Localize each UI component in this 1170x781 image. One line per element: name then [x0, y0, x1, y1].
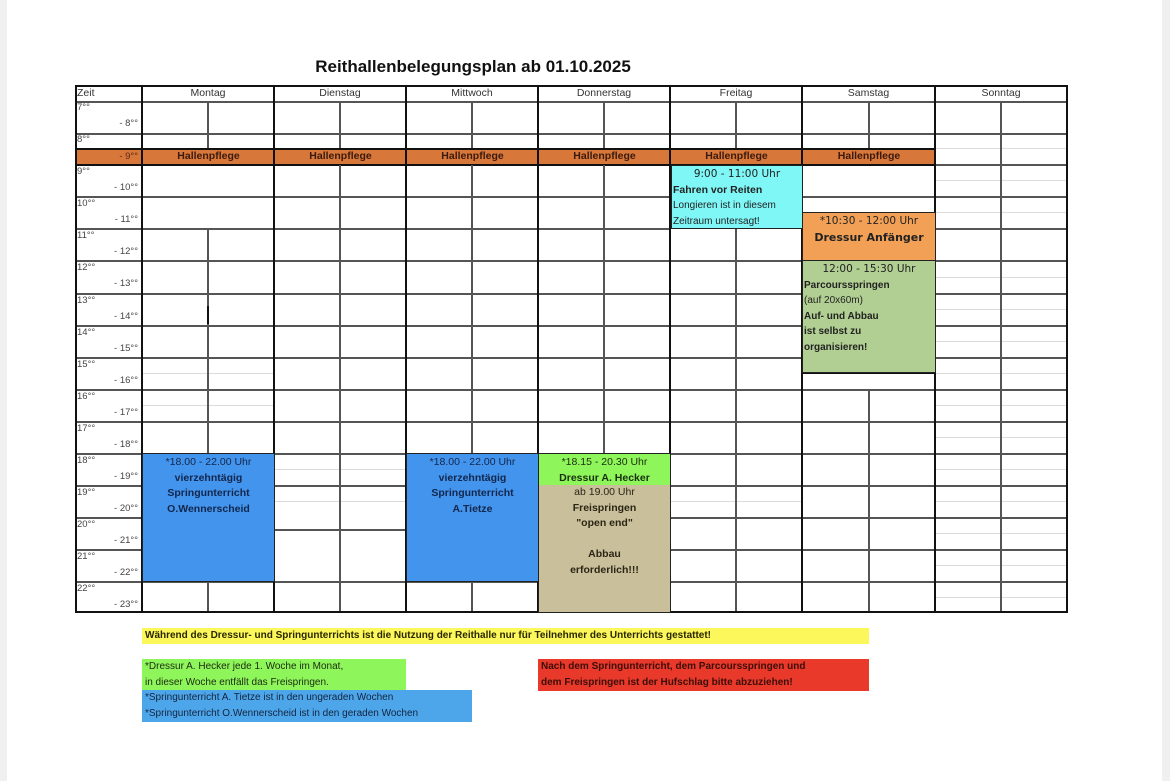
row-line [75, 485, 142, 487]
hallenpflege-mittwoch: Hallenpflege [407, 149, 538, 164]
row-line [75, 260, 802, 262]
time-row-9: 9°° - 10°° [77, 166, 138, 193]
event-freispringen[interactable]: ab 19.00 Uhr Freispringen "open end" Abbau erforderlich!!! [538, 485, 671, 613]
col-divider [471, 165, 473, 454]
hallenpflege-donnerstag: Hallenpflege [539, 149, 670, 164]
row-line [75, 421, 1067, 423]
col-divider [207, 229, 209, 454]
time-row-7: 7°° - 8°° [77, 102, 138, 129]
col-divider [603, 165, 605, 454]
note-springunterricht-weeks: *Springunterricht A. Tietze ist in den ungeraden Wochen *Springunterricht O.Wennerscheid ist in den geraden Wochen [142, 690, 472, 722]
border-left [75, 85, 77, 613]
row-line [75, 164, 935, 166]
col-divider [735, 101, 737, 148]
time-row-19: 19°° - 20°° [77, 487, 138, 514]
col-divider-mark [207, 306, 209, 324]
hallenpflege-dienstag: Hallenpflege [275, 149, 406, 164]
header-sonntag: Sonntag [981, 87, 1021, 99]
event-fahren-vor-reiten[interactable]: 9:00 - 11:00 Uhr Fahren vor Reiten Longieren ist in diesem Zeitraum untersagt! [671, 165, 803, 229]
row-line [75, 228, 670, 230]
hallenpflege-montag: Hallenpflege [143, 149, 274, 164]
col-divider [471, 581, 473, 612]
col-divider [603, 101, 605, 148]
col-divider [207, 101, 209, 148]
time-row-16: 16°° - 17°° [77, 391, 138, 418]
time-row-13: 13°° - 14°° [77, 295, 138, 322]
time-row-18: 18°° - 19°° [77, 455, 138, 482]
row-line [75, 357, 802, 359]
header-donnerstag: Donnerstag [576, 87, 632, 99]
header-montag: Montag [190, 87, 226, 99]
time-row-8-end: - 9°° [76, 149, 141, 164]
col-divider [471, 101, 473, 148]
col-divider [868, 389, 870, 612]
time-row-15: 15°° - 16°° [77, 359, 138, 386]
hallenpflege-freitag: Hallenpflege [671, 149, 802, 164]
time-row-12: 12°° - 13°° [77, 262, 138, 289]
col-divider [207, 581, 209, 612]
col-divider [1000, 101, 1002, 612]
row-line [75, 148, 935, 150]
header-freitag: Freitag [719, 87, 753, 99]
row-line [75, 389, 1067, 391]
border-right [1066, 85, 1068, 613]
row-line [75, 196, 670, 198]
note-dressur-hecker: *Dressur A. Hecker jede 1. Woche im Monat, in dieser Woche entfällt das Freispringen. [142, 659, 406, 691]
hallenpflege-samstag: Hallenpflege [803, 149, 935, 164]
note-hufschlag: Nach dem Springunterricht, dem Parcoursspringen und dem Freispringen ist der Hufschlag bitte abzuziehen! [538, 659, 869, 691]
event-parcoursspringen[interactable]: 12:00 - 15:30 Uhr Parcoursspringen (auf 20x60m) Auf- und Abbau ist selbst zu organisieren! [802, 260, 936, 373]
border-top [75, 85, 1068, 87]
time-row-21: 21°° - 22°° [77, 551, 138, 578]
col-divider [735, 229, 737, 612]
event-dressur-anfaenger[interactable]: *10:30 - 12:00 Uhr Dressur Anfänger [802, 212, 936, 261]
time-row-10: 10°° - 11°° [77, 198, 138, 225]
header-zeit: Zeit [77, 87, 95, 99]
row-line [75, 325, 802, 327]
col-divider [339, 165, 341, 612]
header-samstag: Samstag [847, 87, 890, 99]
row-line [75, 133, 1067, 135]
col-divider [868, 101, 870, 148]
event-springunterricht-mittwoch[interactable]: *18.00 - 22.00 Uhr vierzehntägig Springunterricht A.Tietze [406, 453, 539, 582]
event-dressur-hecker[interactable]: *18.15 - 20.30 Uhr Dressur A. Hecker [538, 453, 671, 486]
col-divider [339, 101, 341, 148]
header-dienstag: Dienstag [319, 87, 361, 99]
time-row-22: 22°° - 23°° [77, 583, 138, 610]
row-line [75, 101, 1067, 103]
header-mittwoch: Mittwoch [451, 87, 493, 99]
time-row-11: 11°° - 12°° [77, 230, 138, 257]
time-row-8: 8°° [77, 134, 90, 145]
time-row-14: 14°° - 15°° [77, 327, 138, 354]
event-springunterricht-montag[interactable]: *18.00 - 22.00 Uhr vierzehntägig Springunterricht O.Wennerscheid [142, 453, 275, 582]
time-row-17: 17°° - 18°° [77, 423, 138, 450]
note-usage-restriction: Während des Dressur- und Springunterrichts ist die Nutzung der Reithalle nur für Teilnehmer des Unterrichts gestattet! [142, 628, 869, 644]
row-line [75, 549, 142, 551]
row-line [75, 517, 142, 519]
row-line [75, 293, 802, 295]
time-row-20: 20°° - 21°° [77, 519, 138, 546]
page-title: Reithallenbelegungsplan ab 01.10.2025 [315, 57, 631, 76]
